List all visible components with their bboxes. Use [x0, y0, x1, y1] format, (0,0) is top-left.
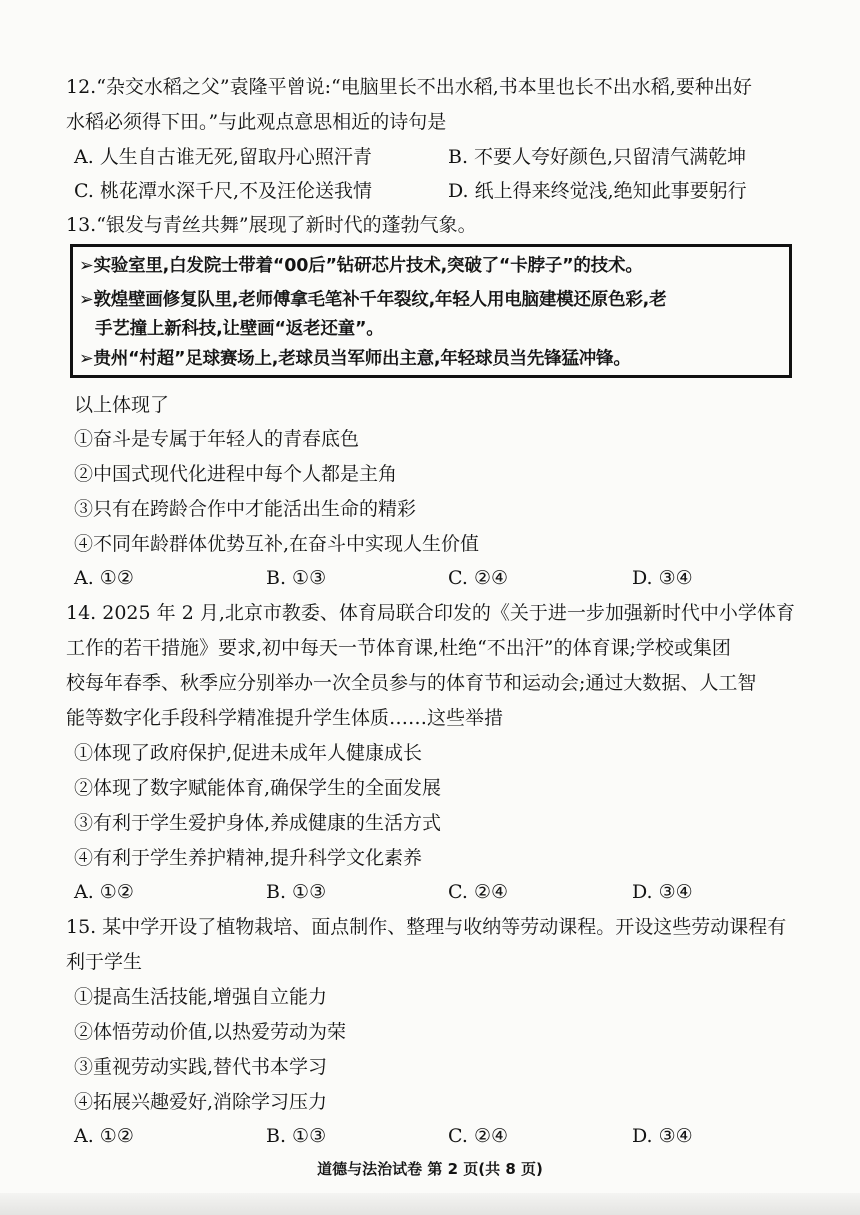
- q15-stem-line-2: 利于学生: [66, 951, 143, 973]
- q14-option-d[interactable]: D. ③④: [632, 881, 693, 903]
- q13-material-item-1: ➢实验室里,白发院士带着“00后”钻研芯片技术,突破了“卡脖子”的技术。: [79, 256, 643, 276]
- q13-option-b[interactable]: B. ①③: [266, 567, 327, 589]
- page-bottom-edge: [0, 1193, 860, 1215]
- q14-options: [0, 877, 860, 907]
- q15-stem-line-1: 15. 某中学开设了植物栽培、面点制作、整理与收纳等劳动课程。开设这些劳动课程有: [66, 916, 787, 938]
- q13-statement-4: ④不同年龄群体优势互补,在奋斗中实现人生价值: [74, 533, 480, 555]
- q13-statement-1: ①奋斗是专属于年轻人的青春底色: [74, 428, 360, 450]
- q13-material-box: [70, 244, 792, 378]
- q15-option-a[interactable]: A. ①②: [74, 1125, 134, 1147]
- q15-option-c[interactable]: C. ②④: [448, 1125, 509, 1147]
- q15-options: [0, 1121, 860, 1151]
- q15-statement-3: ③重视劳动实践,替代书本学习: [74, 1056, 328, 1078]
- q15-option-b[interactable]: B. ①③: [266, 1125, 327, 1147]
- q14-statement-2: ②体现了数字赋能体育,确保学生的全面发展: [74, 777, 442, 799]
- q13-material-item-3: ➢贵州“村超”足球赛场上,老球员当军师出主意,年轻球员当先锋猛冲锋。: [79, 349, 631, 369]
- q14-stem-line-3: 校每年春季、秋季应分别举办一次全员参与的体育节和运动会;通过大数据、人工智: [66, 672, 757, 694]
- q13-option-d[interactable]: D. ③④: [632, 567, 693, 589]
- q13-option-c[interactable]: C. ②④: [448, 567, 509, 589]
- q12-stem-line-1: 12.“杂交水稻之父”袁隆平曾说:“电脑里长不出水稻,书本里也长不出水稻,要种出好: [66, 76, 752, 98]
- q14-statement-1: ①体现了政府保护,促进未成年人健康成长: [74, 742, 423, 764]
- q12-stem-line-2: 水稻必须得下田。”与此观点意思相近的诗句是: [66, 111, 447, 133]
- q12-option-a[interactable]: A. 人生自古谁无死,留取丹心照汗青: [74, 146, 372, 168]
- q15-option-d[interactable]: D. ③④: [632, 1125, 693, 1147]
- q13-option-a[interactable]: A. ①②: [74, 567, 134, 589]
- q13-material-item-2-cont: 手艺撞上新科技,让壁画“返老还童”。: [95, 319, 384, 339]
- q12-option-c[interactable]: C. 桃花潭水深千尺,不及汪伦送我情: [74, 180, 372, 202]
- q12-option-d[interactable]: D. 纸上得来终觉浅,绝知此事要躬行: [448, 180, 747, 202]
- q15-statement-1: ①提高生活技能,增强自立能力: [74, 986, 328, 1008]
- q14-statement-3: ③有利于学生爱护身体,养成健康的生活方式: [74, 812, 442, 834]
- q13-statement-3: ③只有在跨龄合作中才能活出生命的精彩: [74, 498, 417, 520]
- page-footer: 道德与法治试卷 第 2 页(共 8 页): [317, 1160, 543, 1178]
- q14-option-a[interactable]: A. ①②: [74, 881, 134, 903]
- q14-stem-line-1: 14. 2025 年 2 月,北京市教委、体育局联合印发的《关于进一步加强新时代中小学体育: [66, 602, 795, 624]
- q13-options: [0, 563, 860, 593]
- q14-option-c[interactable]: C. ②④: [448, 881, 509, 903]
- q15-statement-4: ④拓展兴趣爱好,消除学习压力: [74, 1091, 328, 1113]
- q13-material-item-2: ➢敦煌壁画修复队里,老师傅拿毛笔补千年裂纹,年轻人用电脑建模还原色彩,老: [79, 290, 667, 310]
- q13-question: 以上体现了: [74, 394, 170, 416]
- q13-stem-line-1: 13.“银发与青丝共舞”展现了新时代的蓬勃气象。: [66, 214, 477, 236]
- q14-statement-4: ④有利于学生养护精神,提升科学文化素养: [74, 847, 423, 869]
- q12-option-b[interactable]: B. 不要人夸好颜色,只留清气满乾坤: [448, 146, 747, 168]
- q14-option-b[interactable]: B. ①③: [266, 881, 327, 903]
- q15-statement-2: ②体悟劳动价值,以热爱劳动为荣: [74, 1021, 347, 1043]
- q14-stem-line-4: 能等数字化手段科学精准提升学生体质……这些举措: [66, 707, 504, 729]
- q13-statement-2: ②中国式现代化进程中每个人都是主角: [74, 463, 398, 485]
- q14-stem-line-2: 工作的若干措施》要求,初中每天一节体育课,杜绝“不出汗”的体育课;学校或集团: [66, 637, 731, 659]
